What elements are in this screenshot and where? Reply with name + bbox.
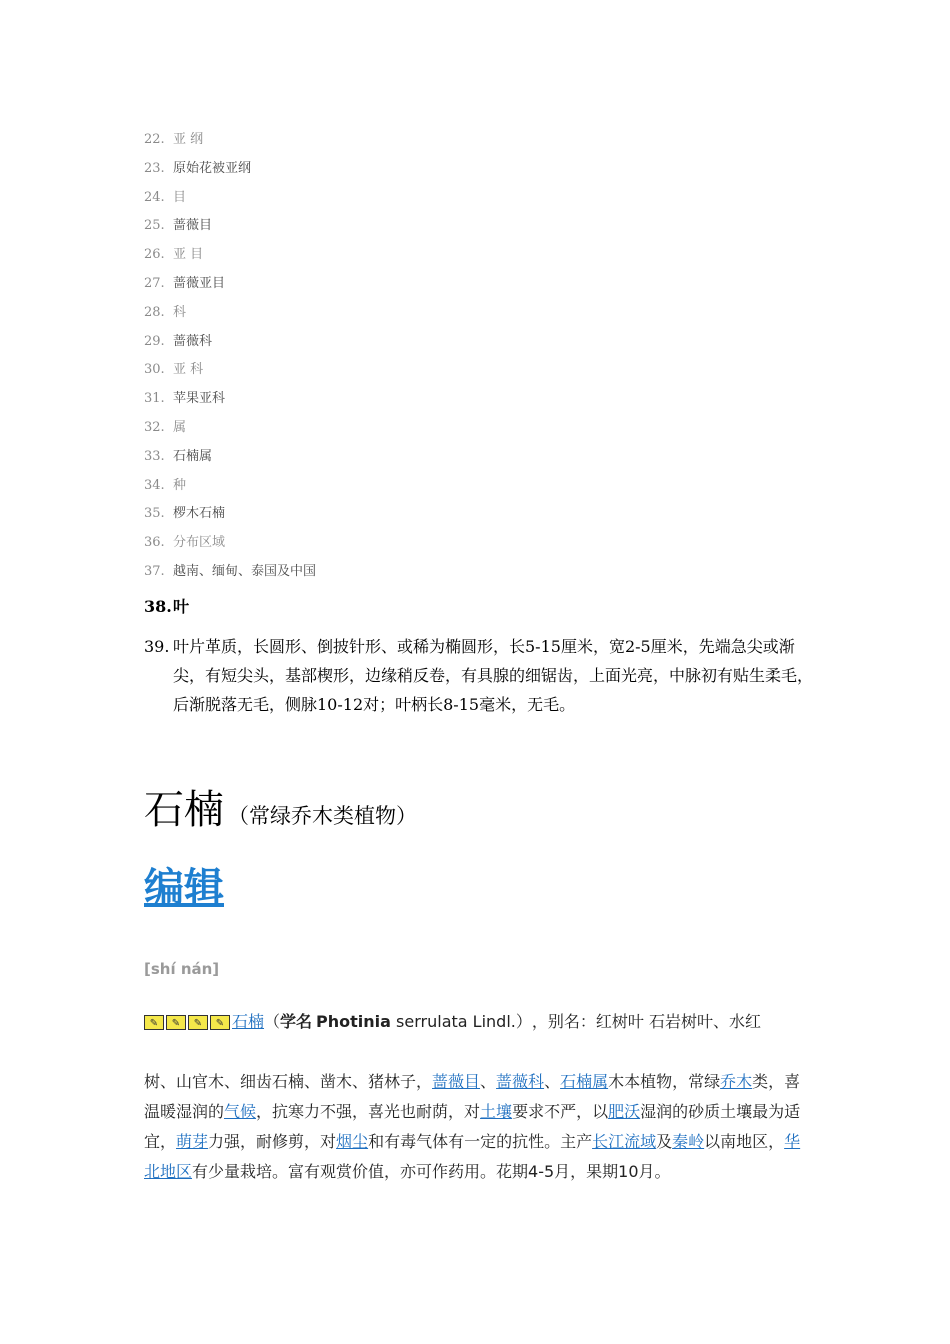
list-item [144, 273, 824, 302]
intro-open-paren: （ [264, 1012, 281, 1031]
taxonomy-items [144, 129, 824, 590]
list-number: 31. [144, 391, 165, 407]
list-text: 蔷薇科 [173, 333, 213, 349]
intro-line [144, 1009, 761, 1035]
list-number: 29. [144, 333, 165, 349]
body-text-segment: ，抗寒力不强，喜光也耐荫，对 [256, 1102, 481, 1121]
list-text: 越南、缅甸、泰国及中国 [173, 563, 317, 579]
title-main: 石楠 [144, 787, 224, 833]
list-item [144, 446, 824, 475]
leaf-heading [144, 592, 824, 632]
list-text: 原始花被亚纲 [173, 160, 252, 176]
list-number: 35. [144, 506, 165, 522]
list-text: 目 [173, 189, 187, 205]
list-item [144, 561, 824, 590]
link-shinan[interactable]: 石楠 [232, 1012, 265, 1031]
body-text-segment: 及 [656, 1132, 673, 1151]
list-item [144, 503, 824, 532]
edit-link[interactable]: 编辑 [144, 865, 224, 911]
sci-genus: Photinia [316, 1012, 391, 1031]
body-text-segment: 树、山官木、细齿石楠、凿木、猪林子， [144, 1072, 433, 1091]
list-number: 24. [144, 189, 165, 205]
body-link[interactable]: 秦岭 [672, 1132, 705, 1151]
body-paragraph [144, 1067, 806, 1187]
body-link[interactable]: 长江流域 [592, 1132, 657, 1151]
body-text-segment: 湿润的砂质土壤最为适宜， [144, 1102, 801, 1151]
list-number: 39. [144, 636, 170, 656]
list-text: 石楠属 [173, 448, 213, 464]
list-text: 属 [173, 419, 187, 435]
body-link[interactable]: 乔木 [720, 1072, 753, 1091]
list-number: 30. [144, 362, 165, 378]
list-item [144, 331, 824, 360]
list-number: 38. [144, 596, 172, 616]
leaf-description-text: 叶片革质，长圆形、倒披针形、或稀为椭圆形，长5-15厘米，宽2-5厘米，先端急尖或渐尖，有短尖头，基部楔形，边缘稍反卷，有具腺的细锯齿，上面光亮，中脉初有贴生柔毛，后渐脱落无毛，侧脉10-12对；叶柄长8-15毫米，无毛。 [173, 636, 814, 714]
list-text: 蔷薇亚目 [173, 275, 226, 291]
body-text-segment: 力强，耐修剪，对 [208, 1132, 337, 1151]
list-text: 种 [173, 477, 187, 493]
body-text-segment: 、 [544, 1072, 561, 1091]
leaf-heading-text: 叶 [173, 596, 190, 616]
list-number: 25. [144, 218, 165, 234]
list-number: 37. [144, 563, 165, 579]
body-link[interactable]: 蔷薇科 [496, 1072, 545, 1091]
list-item [144, 187, 824, 216]
body-link[interactable]: 华北地区 [144, 1132, 801, 1181]
list-text: 蔷薇目 [173, 218, 213, 234]
body-text-segment: 木本植物，常绿 [608, 1072, 721, 1091]
list-number: 36. [144, 535, 165, 551]
list-text: 分布区域 [173, 535, 226, 551]
title-subtitle: （常绿乔木类植物） [228, 804, 417, 828]
list-item [144, 475, 824, 504]
body-text-segment: 和有毒气体有一定的抗性。主产 [368, 1132, 593, 1151]
list-item [144, 302, 824, 331]
body-text-segment: 有少量栽培。富有观赏价值，亦可作药用。花期4-5月，果期10月。 [192, 1162, 671, 1181]
body-link[interactable]: 石楠属 [560, 1072, 609, 1091]
list-number: 32. [144, 419, 165, 435]
sci-label: 学名 [280, 1012, 313, 1031]
list-item [144, 215, 824, 244]
body-link[interactable]: 烟尘 [336, 1132, 369, 1151]
list-item [144, 388, 824, 417]
pencil-icon[interactable]: ✎ [210, 1015, 230, 1030]
body-text-segment: 以南地区， [704, 1132, 785, 1151]
sci-species: serrulata Lindl.） [390, 1012, 532, 1031]
body-text-segment: 、 [480, 1072, 497, 1091]
list-item [144, 359, 824, 388]
body-text-segment: 要求不严，以 [512, 1102, 609, 1121]
pinyin: [shí nán] [144, 960, 220, 978]
list-item [144, 158, 824, 187]
pencil-icon[interactable]: ✎ [144, 1015, 164, 1030]
list-number: 26. [144, 247, 165, 263]
list-item [144, 244, 824, 273]
intro-rest: ，别名：红树叶 石岩树叶、水红 [531, 1012, 761, 1031]
list-number: 22. [144, 132, 165, 147]
body-link[interactable]: 萌芽 [176, 1132, 209, 1151]
page-title [144, 778, 417, 835]
list-text: 亚 科 [173, 362, 204, 378]
list-text: 亚 纲 [173, 132, 204, 147]
list-text: 椤木石楠 [173, 506, 226, 522]
list-number: 23. [144, 160, 165, 176]
list-number: 33. [144, 448, 165, 464]
list-item [144, 129, 824, 158]
list-item [144, 417, 824, 446]
body-link[interactable]: 肥沃 [608, 1102, 641, 1121]
list-text: 苹果亚科 [173, 391, 226, 407]
list-text: 亚 目 [173, 247, 204, 263]
body-text-segment: 类，喜温暖湿润的 [144, 1072, 801, 1121]
list-number: 27. [144, 275, 165, 291]
body-link[interactable]: 蔷薇目 [432, 1072, 481, 1091]
list-item [144, 532, 824, 561]
audio-icons[interactable] [144, 1015, 232, 1030]
list-number: 34. [144, 477, 165, 493]
body-link[interactable]: 土壤 [480, 1102, 513, 1121]
pencil-icon[interactable]: ✎ [188, 1015, 208, 1030]
leaf-description [144, 632, 824, 719]
list-number: 28. [144, 304, 165, 320]
list-text: 科 [173, 304, 187, 320]
body-link[interactable]: 气候 [224, 1102, 257, 1121]
taxonomy-list [144, 129, 824, 719]
pencil-icon[interactable]: ✎ [166, 1015, 186, 1030]
